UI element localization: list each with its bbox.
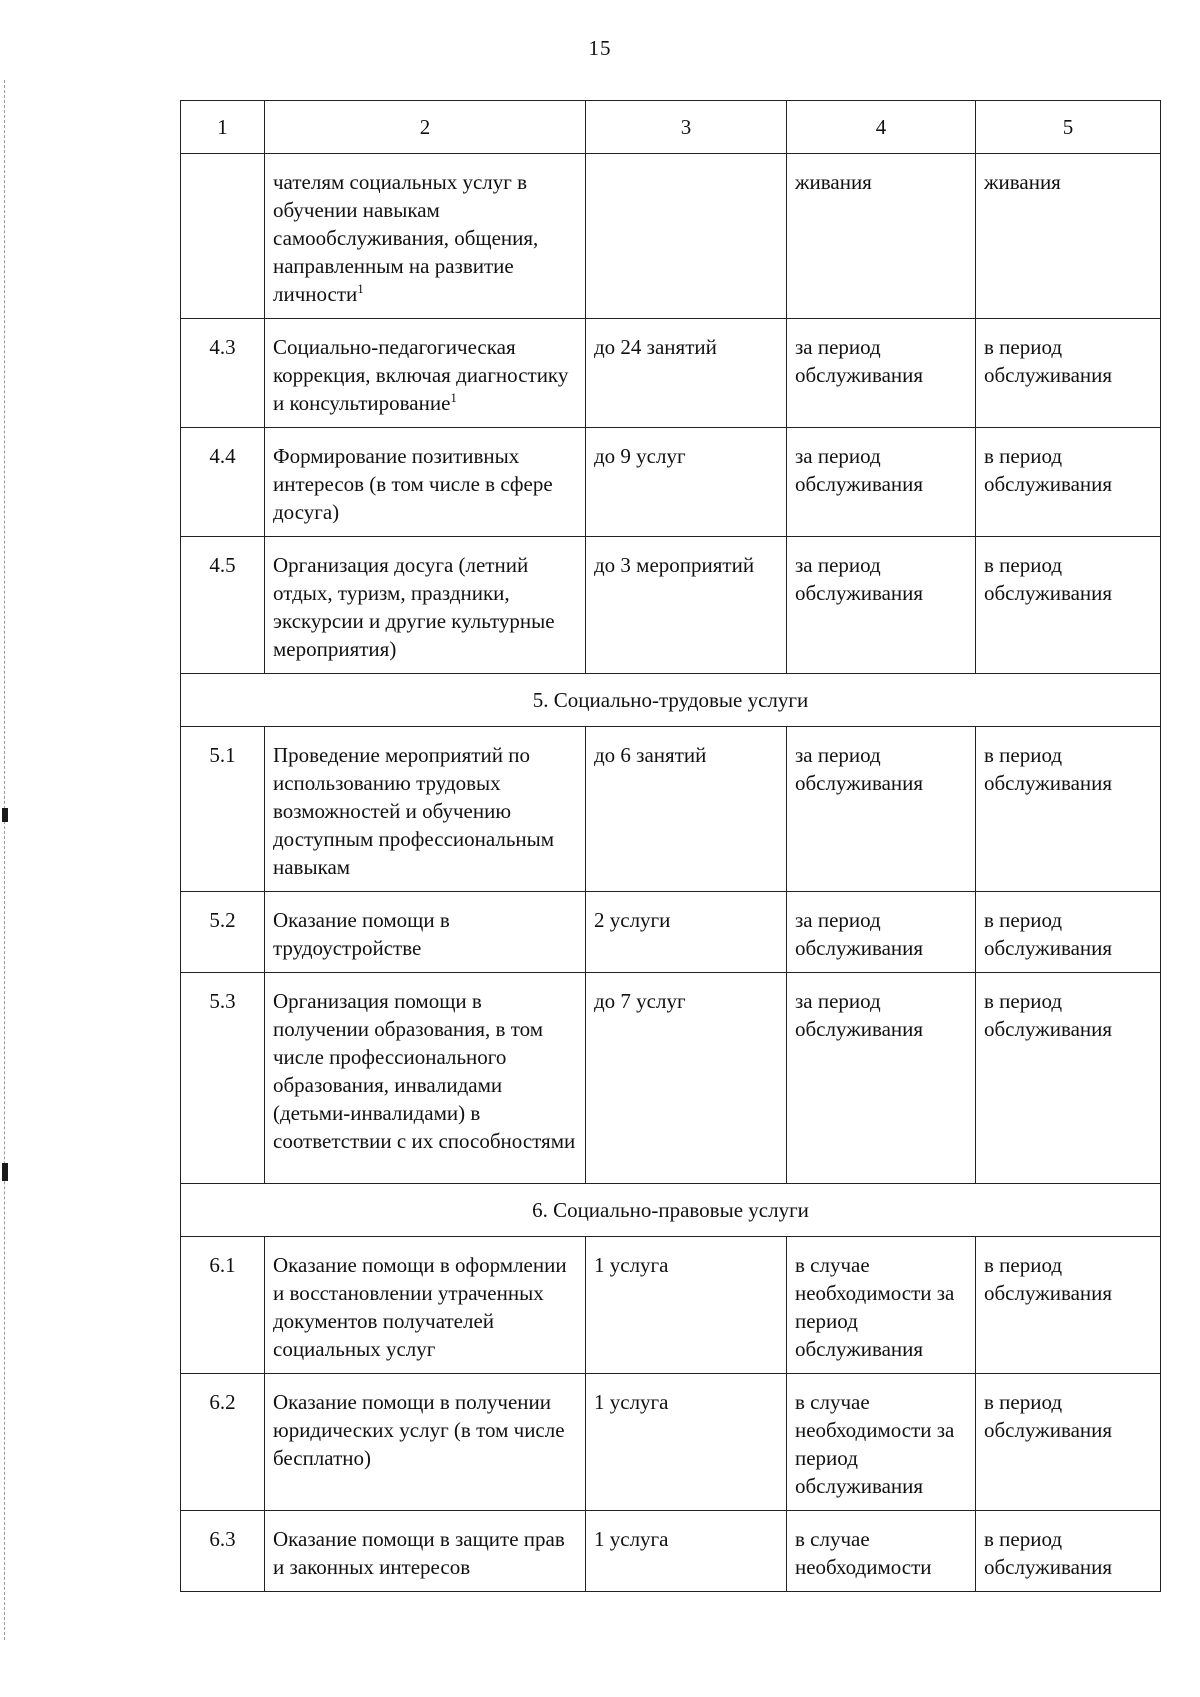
cell-text: в период обслуживания (984, 444, 1113, 496)
header-cell: 2 (265, 101, 586, 154)
cell-text: живания (795, 170, 872, 194)
cell-text: 4.5 (209, 553, 236, 577)
service-name-cell (265, 892, 586, 973)
term-cell (787, 727, 976, 892)
cell-text: Оказание помощи в получении юридических услуг (в том числе бесплатно) (273, 1390, 565, 1470)
scan-mark (2, 808, 8, 822)
term-cell (787, 973, 976, 1184)
cell-text: за период обслуживания (795, 908, 924, 960)
table-row (181, 537, 1161, 674)
cell-text: в период обслуживания (984, 1253, 1113, 1305)
service-name-cell (265, 428, 586, 537)
cell-text: 1 услуга (594, 1390, 669, 1414)
cell-text: в случае необходимости за период обслуживания (795, 1253, 955, 1361)
volume-cell (586, 154, 787, 319)
cell-text: Формирование позитивных интересов (в том числе в сфере досуга) (273, 444, 553, 524)
cell-text: в период обслуживания (984, 335, 1113, 387)
volume-cell (586, 319, 787, 428)
period-cell (976, 428, 1161, 537)
row-number-cell (181, 892, 265, 973)
row-number-cell (181, 537, 265, 674)
cell-text: Организация досуга (летний отдых, туризм, праздники, экскурсии и другие культурные мероприятия) (273, 553, 555, 661)
cell-text: Социально-педагогическая коррекция, включая диагностику и консультирование (273, 335, 569, 415)
cell-text: 1 услуга (594, 1253, 669, 1277)
section-title: 6. Социально-правовые услуги (181, 1184, 1161, 1237)
cell-text: Оказание помощи в защите прав и законных интересов (273, 1527, 565, 1579)
service-name-cell (265, 1511, 586, 1592)
row-number-cell (181, 727, 265, 892)
cell-text: Оказание помощи в трудоустройстве (273, 908, 450, 960)
table-row (181, 727, 1161, 892)
scan-margin-line (4, 80, 11, 1640)
period-cell (976, 892, 1161, 973)
table-row (181, 428, 1161, 537)
cell-text: за период обслуживания (795, 743, 924, 795)
table-row (181, 892, 1161, 973)
service-name-cell (265, 537, 586, 674)
term-cell (787, 892, 976, 973)
cell-text: в случае необходимости за период обслуживания (795, 1390, 955, 1498)
row-number-cell (181, 1374, 265, 1511)
section-title: 5. Социально-трудовые услуги (181, 674, 1161, 727)
volume-cell (586, 1237, 787, 1374)
cell-text: до 7 услуг (594, 989, 686, 1013)
volume-cell (586, 1511, 787, 1592)
cell-text: 6.1 (209, 1253, 236, 1277)
cell-text: до 6 занятий (594, 743, 707, 767)
scan-mark (2, 1163, 8, 1181)
period-cell (976, 154, 1161, 319)
service-name-cell (265, 154, 586, 319)
term-cell (787, 537, 976, 674)
header-cell: 4 (787, 101, 976, 154)
cell-text: до 24 занятий (594, 335, 717, 359)
cell-text: 5.2 (209, 908, 236, 932)
cell-text: в период обслуживания (984, 743, 1113, 795)
row-number-cell (181, 154, 265, 319)
header-cell: 1 (181, 101, 265, 154)
cell-text: за период обслуживания (795, 553, 924, 605)
table-row (181, 319, 1161, 428)
cell-text: 1 услуга (594, 1527, 669, 1551)
table-row (181, 1511, 1161, 1592)
cell-text: Организация помощи в получении образования, в том числе профессионального образования, инвалидами (детьми-инвалидами) в соответствии с их способностями (273, 989, 576, 1153)
cell-text: 4.4 (209, 444, 236, 468)
term-cell (787, 1511, 976, 1592)
cell-text: в период обслуживания (984, 908, 1113, 960)
cell-text: в период обслуживания (984, 1527, 1113, 1579)
row-number-cell (181, 319, 265, 428)
period-cell (976, 727, 1161, 892)
cell-text: за период обслуживания (795, 989, 924, 1041)
row-number-cell (181, 428, 265, 537)
cell-text: чателям социальных услуг в обучении навыкам самообслуживания, общения, направленным на развитие личности (273, 170, 539, 306)
term-cell (787, 1374, 976, 1511)
cell-text: в период обслуживания (984, 989, 1113, 1041)
footnote-mark: 1 (450, 390, 457, 405)
cell-text: 6.2 (209, 1390, 236, 1414)
period-cell (976, 1511, 1161, 1592)
table-row (181, 973, 1161, 1184)
cell-text: Оказание помощи в оформлении и восстановлении утраченных документов получателей социальных услуг (273, 1253, 567, 1361)
cell-text: 5.1 (209, 743, 236, 767)
section-row (181, 1184, 1161, 1237)
volume-cell (586, 428, 787, 537)
service-name-cell (265, 973, 586, 1184)
cell-text: до 3 мероприятий (594, 553, 755, 577)
term-cell (787, 1237, 976, 1374)
service-name-cell (265, 727, 586, 892)
term-cell (787, 154, 976, 319)
page-number: 15 (588, 36, 612, 60)
cell-text: за период обслуживания (795, 335, 924, 387)
cell-text: 4.3 (209, 335, 236, 359)
row-number-cell (181, 1511, 265, 1592)
term-cell (787, 319, 976, 428)
volume-cell (586, 973, 787, 1184)
cell-text: 2 услуги (594, 908, 671, 932)
period-cell (976, 973, 1161, 1184)
row-number-cell (181, 1237, 265, 1374)
cell-text: 6.3 (209, 1527, 236, 1551)
period-cell (976, 537, 1161, 674)
service-name-cell (265, 319, 586, 428)
period-cell (976, 1237, 1161, 1374)
volume-cell (586, 537, 787, 674)
cell-text: в период обслуживания (984, 1390, 1113, 1442)
header-cell: 5 (976, 101, 1161, 154)
table-row (181, 154, 1161, 319)
cell-text: Проведение мероприятий по использованию трудовых возможностей и обучению доступным профессиональным навыкам (273, 743, 555, 879)
term-cell (787, 428, 976, 537)
cell-text: за период обслуживания (795, 444, 924, 496)
table-row (181, 1374, 1161, 1511)
service-name-cell (265, 1237, 586, 1374)
header-cell: 3 (586, 101, 787, 154)
table-body (181, 154, 1161, 1592)
volume-cell (586, 892, 787, 973)
volume-cell (586, 1374, 787, 1511)
cell-text: до 9 услуг (594, 444, 686, 468)
section-row (181, 674, 1161, 727)
cell-text: в случае необходимости (795, 1527, 932, 1579)
volume-cell (586, 727, 787, 892)
period-cell (976, 319, 1161, 428)
cell-text: в период обслуживания (984, 553, 1113, 605)
period-cell (976, 1374, 1161, 1511)
services-table (180, 100, 1161, 1592)
footnote-mark: 1 (357, 281, 364, 296)
row-number-cell (181, 973, 265, 1184)
cell-text: 5.3 (209, 989, 236, 1013)
cell-text: живания (984, 170, 1061, 194)
header-row (181, 101, 1161, 154)
table-row (181, 1237, 1161, 1374)
service-name-cell (265, 1374, 586, 1511)
